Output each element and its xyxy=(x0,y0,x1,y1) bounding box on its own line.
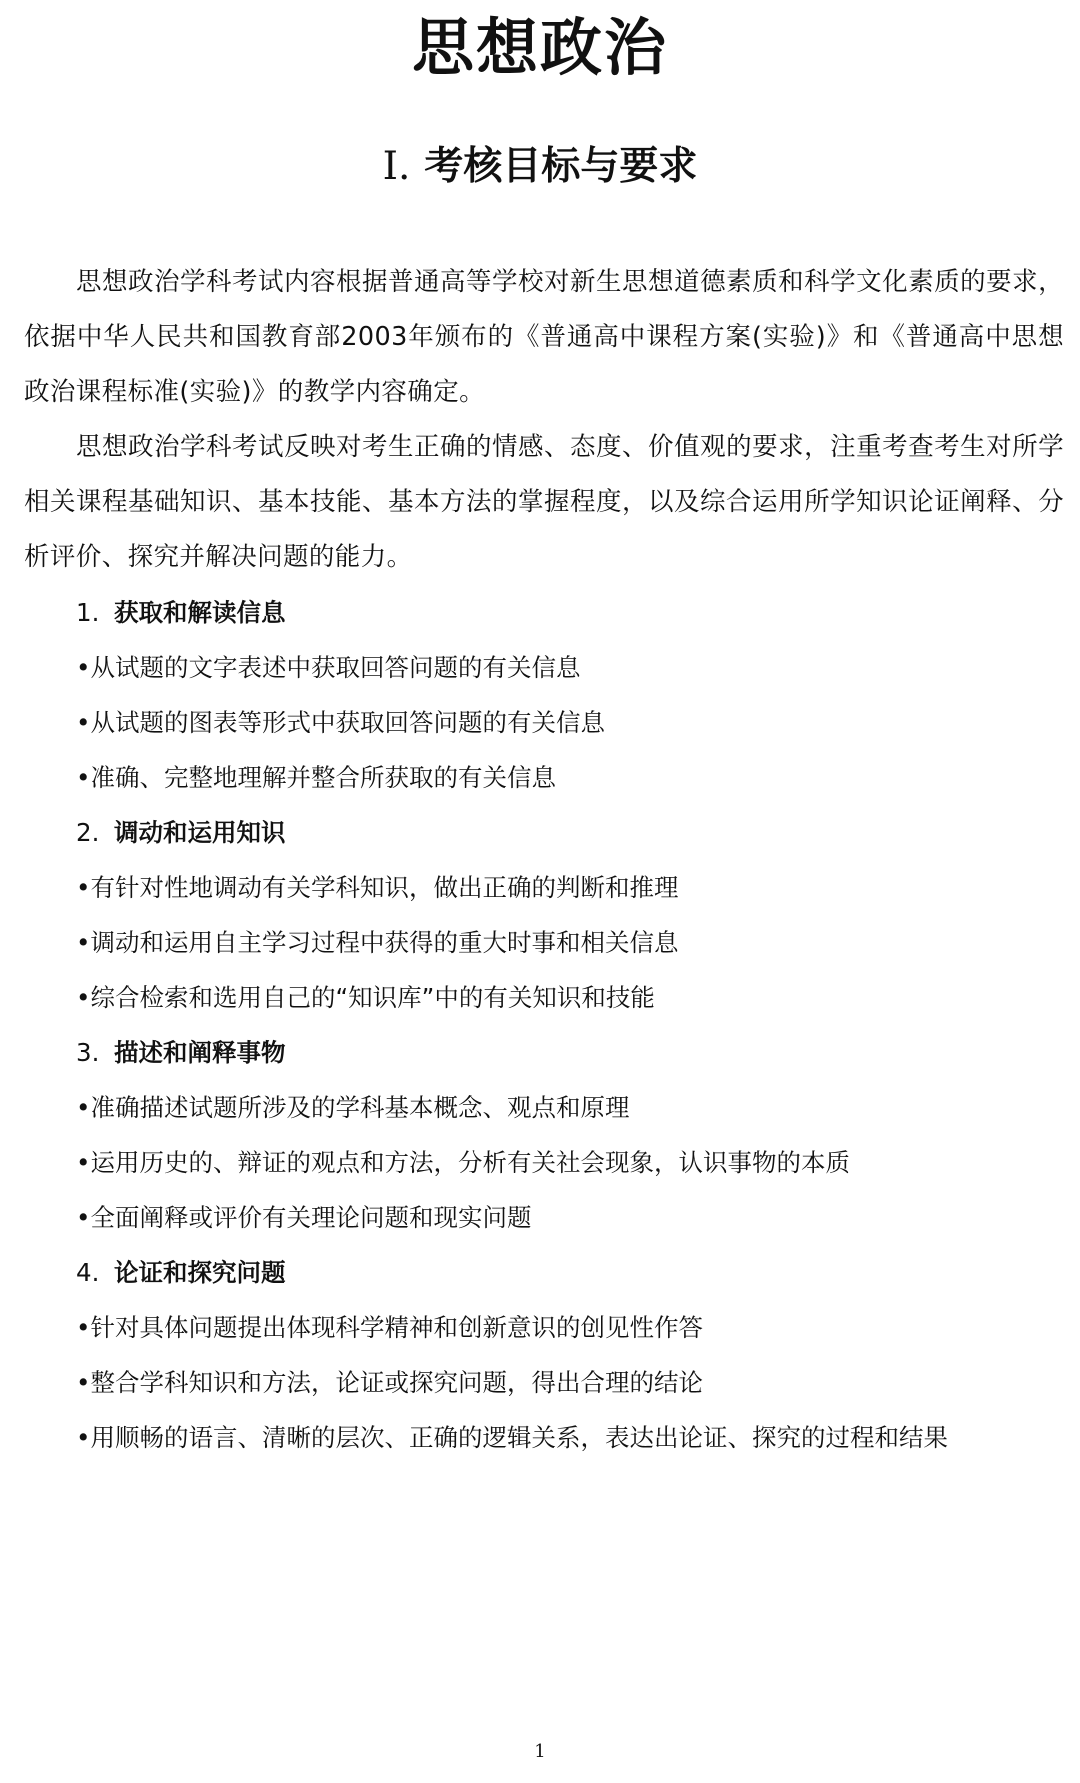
intro-paragraph: 思想政治学科考试反映对考生正确的情感、态度、价值观的要求，注重考查考生对所学相关课程基础知识、基本技能、基本方法的掌握程度，以及综合运用所学知识论证阐释、分析评价、探究并解决问题的能力。 xyxy=(24,432,1064,572)
objective-number: 4. xyxy=(76,1258,100,1287)
objective-heading-text: 调动和运用知识 xyxy=(114,818,286,847)
objective-item: •有针对性地调动有关学科知识，做出正确的判断和推理 xyxy=(76,873,679,902)
objective-heading-text: 描述和阐释事物 xyxy=(114,1038,286,1067)
objective-number: 3. xyxy=(76,1038,100,1067)
page-title: 思想政治 xyxy=(411,11,668,84)
objective-item: •整合学科知识和方法，论证或探究问题，得出合理的结论 xyxy=(76,1368,703,1397)
objective-item: •准确描述试题所涉及的学科基本概念、观点和原理 xyxy=(76,1093,630,1122)
objective-heading-2 xyxy=(76,805,1056,860)
objective-item: •运用历史的、辩证的观点和方法，分析有关社会现象，认识事物的本质 xyxy=(76,1148,850,1177)
objective-heading-1 xyxy=(76,585,1056,640)
intro-paragraph-1-block xyxy=(24,255,1064,420)
objective-heading-4 xyxy=(76,1245,1056,1300)
objective-item: •准确、完整地理解并整合所获取的有关信息 xyxy=(76,763,556,792)
objective-number: 2. xyxy=(76,818,100,847)
objective-item: •针对具体问题提出体现科学精神和创新意识的创见性作答 xyxy=(76,1313,703,1342)
section-title: 考核目标与要求 xyxy=(424,144,698,189)
objective-item: •调动和运用自主学习过程中获得的重大时事和相关信息 xyxy=(76,928,679,957)
objective-heading-3 xyxy=(76,1025,1056,1080)
intro-paragraph: 思想政治学科考试内容根据普通高等学校对新生思想道德素质和科学文化素质的要求，依据中华人民共和国教育部2003年颁布的《普通高中课程方案(实验)》和《普通高中思想政治课程标准(实验)》的教学内容确定。 xyxy=(24,267,1064,407)
objective-number: 1. xyxy=(76,598,100,627)
intro-paragraph-2-block xyxy=(24,420,1064,585)
page-number: 1 xyxy=(534,1741,546,1762)
section-number: Ⅰ. xyxy=(382,144,411,189)
objective-item: •从试题的图表等形式中获取回答问题的有关信息 xyxy=(76,708,605,737)
objective-item: •用顺畅的语言、清晰的层次、正确的逻辑关系，表达出论证、探究的过程和结果 xyxy=(76,1423,948,1452)
objective-item: •全面阐释或评价有关理论问题和现实问题 xyxy=(76,1203,532,1232)
objectives-list xyxy=(76,585,1056,1465)
objective-item: •从试题的文字表述中获取回答问题的有关信息 xyxy=(76,653,581,682)
section-heading xyxy=(0,140,1080,194)
objective-heading-text: 获取和解读信息 xyxy=(114,598,286,627)
objective-item: •综合检索和选用自己的“知识库”中的有关知识和技能 xyxy=(76,983,655,1012)
objective-heading-text: 论证和探究问题 xyxy=(114,1258,286,1287)
